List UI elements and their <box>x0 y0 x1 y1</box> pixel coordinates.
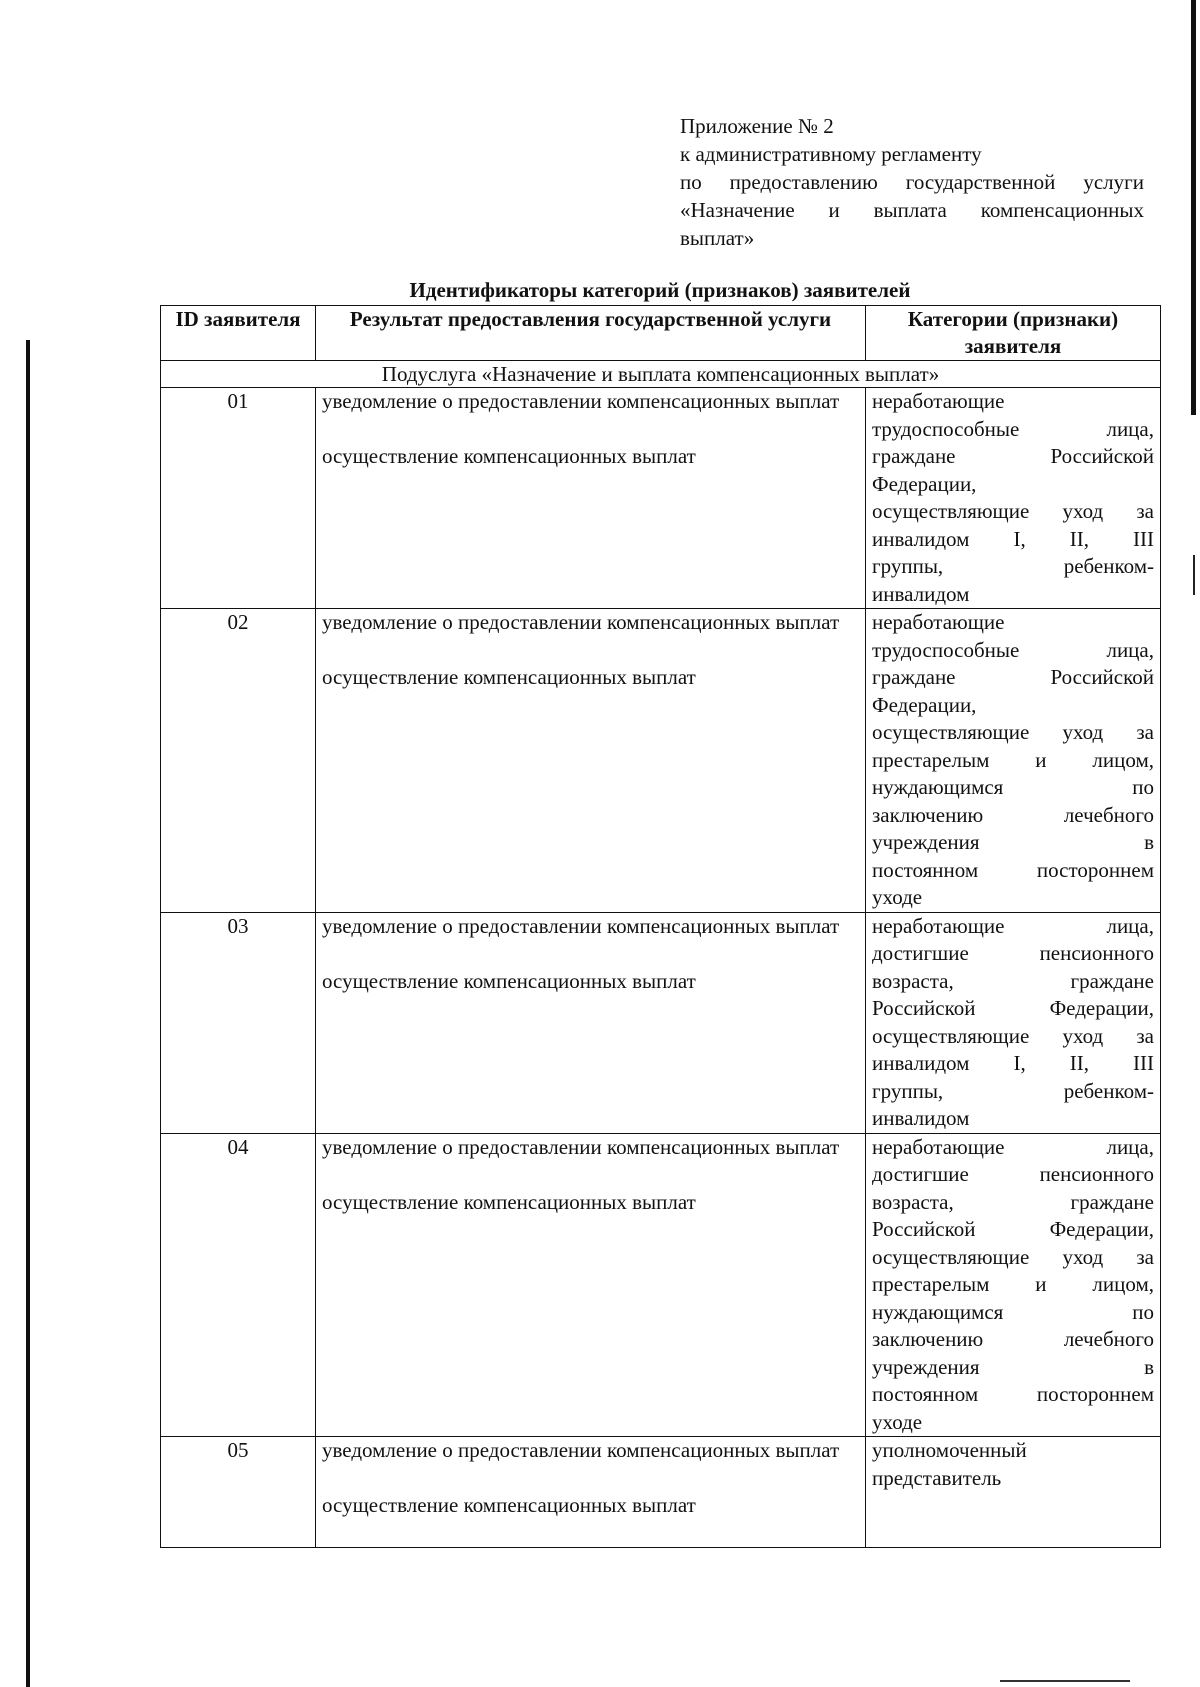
category-line: заключению лечебного <box>872 802 1154 827</box>
appendix-line: выплат» <box>680 226 755 250</box>
category-line: уполномоченный <box>872 1438 1027 1462</box>
table-row <box>161 388 1161 609</box>
column-header-id: ID заявителя <box>161 306 316 361</box>
service-result <box>316 1437 866 1548</box>
category-line: Федерации, <box>872 692 977 717</box>
category-line: возраста, граждане <box>872 1189 1154 1214</box>
appendix-line: по предоставлению государственной услуги <box>680 170 1144 194</box>
category-line: учреждения в <box>872 1354 1154 1379</box>
applicant-category <box>866 388 1161 609</box>
service-result <box>316 388 866 609</box>
table-row <box>161 1437 1161 1548</box>
identifiers-table <box>160 305 1161 1548</box>
subservice-title: Подуслуга «Назначение и выплата компенсационных выплат» <box>161 361 1161 388</box>
scan-edge-mark <box>1000 1680 1130 1682</box>
spacer <box>322 1161 859 1189</box>
category-line: постоянном постороннем <box>872 857 1154 882</box>
appendix-header <box>680 112 1144 252</box>
result-notification: уведомление о предоставлении компенсационных выплат <box>322 389 840 413</box>
applicant-id: 04 <box>161 1133 316 1437</box>
category-line: инвалидом <box>872 581 970 606</box>
service-result <box>316 609 866 913</box>
category-line: инвалидом <box>872 1106 970 1130</box>
category-line: трудоспособные лица, <box>872 416 1154 441</box>
result-payment: осуществление компенсационных выплат <box>322 665 696 689</box>
service-result <box>316 1133 866 1437</box>
category-line: заключению лечебного <box>872 1327 1154 1351</box>
table-title: Идентификаторы категорий (признаков) заявителей <box>409 278 911 302</box>
result-payment: осуществление компенсационных выплат <box>322 1189 696 1214</box>
category-line: осуществляющие уход за <box>872 499 1154 523</box>
appendix-line: «Назначение и выплата компенсационных <box>680 198 1144 222</box>
column-header-result: Результат предоставления государственной услуги <box>316 306 866 361</box>
service-result <box>316 912 866 1133</box>
category-line: престарелым и лицом, <box>872 1272 1154 1296</box>
category-line: группы, ребенком- <box>872 1078 1154 1103</box>
category-line: уходе <box>872 1409 923 1434</box>
header-row <box>161 306 1161 361</box>
scan-edge-mark <box>26 340 30 1687</box>
table-body <box>161 361 1161 1548</box>
applicant-id: 01 <box>161 388 316 609</box>
spacer <box>322 637 859 665</box>
category-line: неработающие <box>872 389 1005 413</box>
table-row <box>161 1133 1161 1437</box>
category-line: Российской Федерации, <box>872 996 1154 1020</box>
column-header-category: Категории (признаки) заявителя <box>866 306 1161 361</box>
applicant-category <box>866 609 1161 913</box>
spacer <box>322 940 859 968</box>
table-row <box>161 609 1161 913</box>
category-line: осуществляющие уход за <box>872 720 1154 744</box>
category-line: представитель <box>872 1465 1002 1490</box>
subservice-row <box>161 361 1161 388</box>
category-line: осуществляющие уход за <box>872 1244 1154 1269</box>
category-line: граждане Российской <box>872 444 1154 468</box>
category-line: неработающие лица, <box>872 913 1154 938</box>
result-notification: уведомление о предоставлении компенсационных выплат <box>322 1438 840 1462</box>
applicant-id: 02 <box>161 609 316 913</box>
table-row <box>161 912 1161 1133</box>
result-payment: осуществление компенсационных выплат <box>322 444 696 468</box>
category-line: престарелым и лицом, <box>872 747 1154 772</box>
scan-edge-mark <box>1193 555 1195 595</box>
category-line: учреждения в <box>872 830 1154 854</box>
appendix-line: Приложение № 2 <box>680 114 834 138</box>
result-notification: уведомление о предоставлении компенсационных выплат <box>322 610 840 634</box>
category-line: неработающие лица, <box>872 1134 1154 1159</box>
category-line: граждане Российской <box>872 665 1154 689</box>
spacer <box>322 1465 859 1493</box>
scan-edge-mark <box>1191 0 1196 415</box>
result-notification: уведомление о предоставлении компенсационных выплат <box>322 913 840 938</box>
category-line: трудоспособные лица, <box>872 637 1154 662</box>
category-line: постоянном постороннем <box>872 1382 1154 1406</box>
applicant-category <box>866 1133 1161 1437</box>
appendix-line: к административному регламенту <box>680 142 982 166</box>
result-notification: уведомление о предоставлении компенсационных выплат <box>322 1134 840 1159</box>
category-line: достигшие пенсионного <box>872 941 1154 965</box>
result-payment: осуществление компенсационных выплат <box>322 1493 696 1517</box>
applicant-category <box>866 1437 1161 1548</box>
category-line: группы, ребенком- <box>872 554 1154 578</box>
category-line: неработающие <box>872 610 1005 634</box>
result-payment: осуществление компенсационных выплат <box>322 968 696 993</box>
category-line: Федерации, <box>872 471 977 496</box>
category-line: Российской Федерации, <box>872 1217 1154 1241</box>
category-line: уходе <box>872 885 923 909</box>
category-line: достигшие пенсионного <box>872 1162 1154 1186</box>
spacer <box>322 416 859 444</box>
applicant-id: 03 <box>161 912 316 1133</box>
category-line: инвалидом I, II, III <box>872 526 1154 551</box>
applicant-id: 05 <box>161 1437 316 1548</box>
category-line: нуждающимся по <box>872 775 1154 799</box>
applicant-category <box>866 912 1161 1133</box>
category-line: инвалидом I, II, III <box>872 1051 1154 1075</box>
category-line: возраста, граждане <box>872 968 1154 993</box>
category-line: осуществляющие уход за <box>872 1023 1154 1048</box>
category-line: нуждающимся по <box>872 1299 1154 1324</box>
